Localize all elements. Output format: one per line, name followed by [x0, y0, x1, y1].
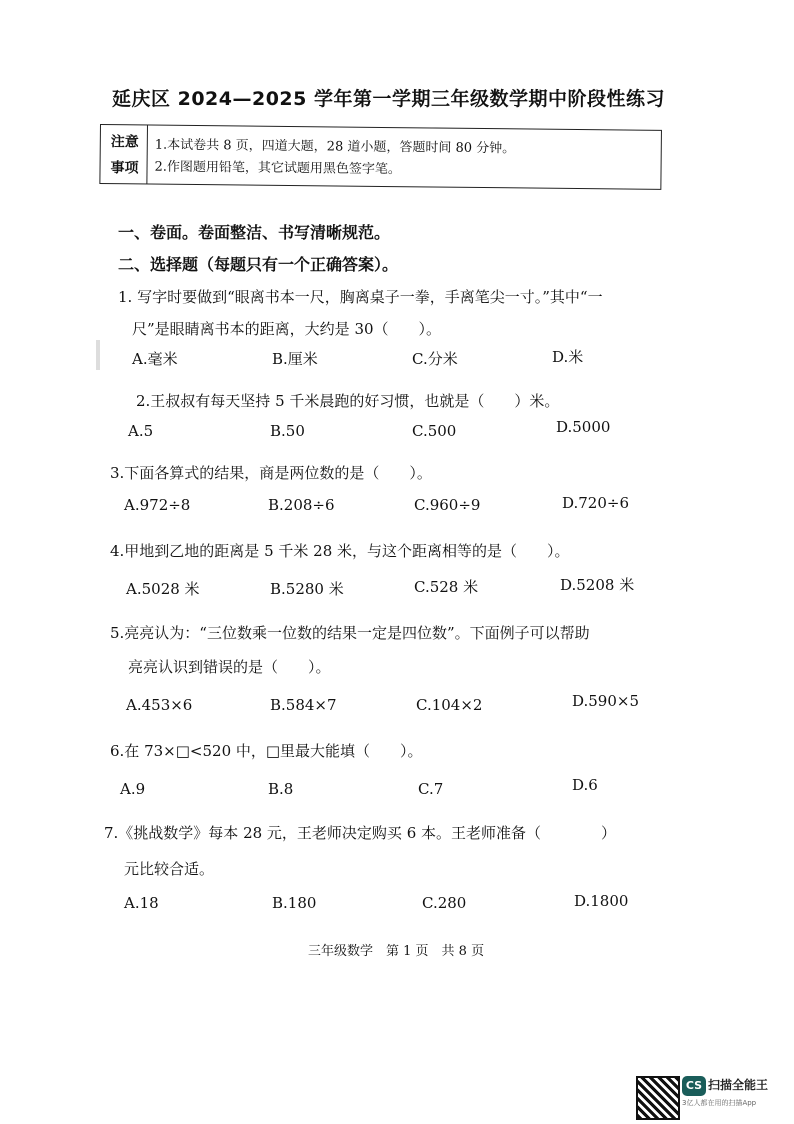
question-2-option-b: B.50 [270, 422, 305, 440]
question-7-option-c: C.280 [422, 894, 467, 912]
section-two-heading: 二、选择题（每题只有一个正确答案）。 [118, 255, 399, 274]
notice-label-line-1: 注意 [110, 134, 139, 151]
question-4-line-1: 4.甲地到乙地的距离是 5 千米 28 米，与这个距离相等的是（ ）。 [110, 542, 570, 560]
question-2-option-d: D.5000 [556, 418, 611, 436]
scan-mark [96, 340, 100, 370]
question-5-option-d: D.590×5 [572, 692, 640, 710]
question-3-option-c: C.960÷9 [414, 496, 481, 514]
question-6-option-c: C.7 [418, 780, 444, 798]
question-6-option-d: D.6 [572, 776, 598, 794]
question-4-option-b: B.5280 米 [270, 580, 344, 598]
question-1-option-a: A.毫米 [132, 350, 178, 368]
question-6-line-1: 6.在 73×□<520 中，□里最大能填（ ）。 [110, 742, 423, 760]
question-7-line-2: 元比较合适。 [124, 860, 215, 878]
question-6-option-a: A.9 [120, 780, 146, 798]
question-3-option-d: D.720÷6 [562, 494, 630, 512]
question-5-option-a: A.453×6 [126, 696, 193, 714]
camscanner-logo-icon: CS [682, 1076, 706, 1096]
question-3-option-b: B.208÷6 [268, 496, 335, 514]
question-3-option-a: A.972÷8 [124, 496, 191, 514]
scanner-app-name: 扫描全能王 [708, 1078, 769, 1092]
question-2-option-c: C.500 [412, 422, 457, 440]
notice-label [100, 125, 148, 183]
notice-line-2: 2.作图题用铅笔，其它试题用黑色签字笔。 [154, 159, 402, 178]
qr-code-icon [636, 1076, 680, 1120]
notice-line-1: 1.本试卷共 8 页，四道大题，28 道小题，答题时间 80 分钟。 [154, 137, 516, 157]
question-5-option-b: B.584×7 [270, 696, 337, 714]
page-footer: 三年级数学 第 1 页 共 8 页 [308, 944, 485, 959]
question-1-line-1: 1. 写字时要做到“眼离书本一尺，胸离桌子一拳，手离笔尖一寸。”其中“一 [118, 288, 603, 306]
question-1-option-d: D.米 [552, 348, 584, 366]
question-4-option-c: C.528 米 [414, 578, 479, 596]
question-1-option-c: C.分米 [412, 350, 458, 368]
question-7-option-d: D.1800 [574, 892, 629, 910]
section-one-heading: 一、卷面。卷面整洁、书写清晰规范。 [118, 223, 391, 242]
notice-box [99, 124, 662, 190]
question-5-line-1: 5.亮亮认为：“三位数乘一位数的结果一定是四位数”。下面例子可以帮助 [110, 624, 590, 642]
question-7-line-1: 7.《挑战数学》每本 28 元，王老师决定购买 6 本。王老师准备（ ） [104, 824, 617, 842]
question-2-option-a: A.5 [128, 422, 154, 440]
question-1-line-2: 尺”是眼睛离书本的距离，大约是 30（ ）。 [132, 320, 442, 338]
notice-label-line-2: 事项 [110, 160, 139, 177]
question-5-line-2: 亮亮认识到错误的是（ ）。 [128, 658, 331, 676]
scanner-app-tagline: 3亿人都在用的扫描App [682, 1099, 757, 1107]
question-3-line-1: 3.下面各算式的结果，商是两位数的是（ ）。 [110, 464, 432, 482]
question-4-option-a: A.5028 米 [126, 580, 200, 598]
page-title: 延庆区 2024—2025 学年第一学期三年级数学期中阶段性练习 [112, 88, 665, 110]
question-6-option-b: B.8 [268, 780, 294, 798]
question-4-option-d: D.5208 米 [560, 576, 635, 594]
question-5-option-c: C.104×2 [416, 696, 483, 714]
question-1-option-b: B.厘米 [272, 350, 318, 368]
question-2-line-1: 2.王叔叔有每天坚持 5 千米晨跑的好习惯，也就是（ ）米。 [136, 392, 560, 410]
question-7-option-a: A.18 [124, 894, 159, 912]
question-7-option-b: B.180 [272, 894, 317, 912]
